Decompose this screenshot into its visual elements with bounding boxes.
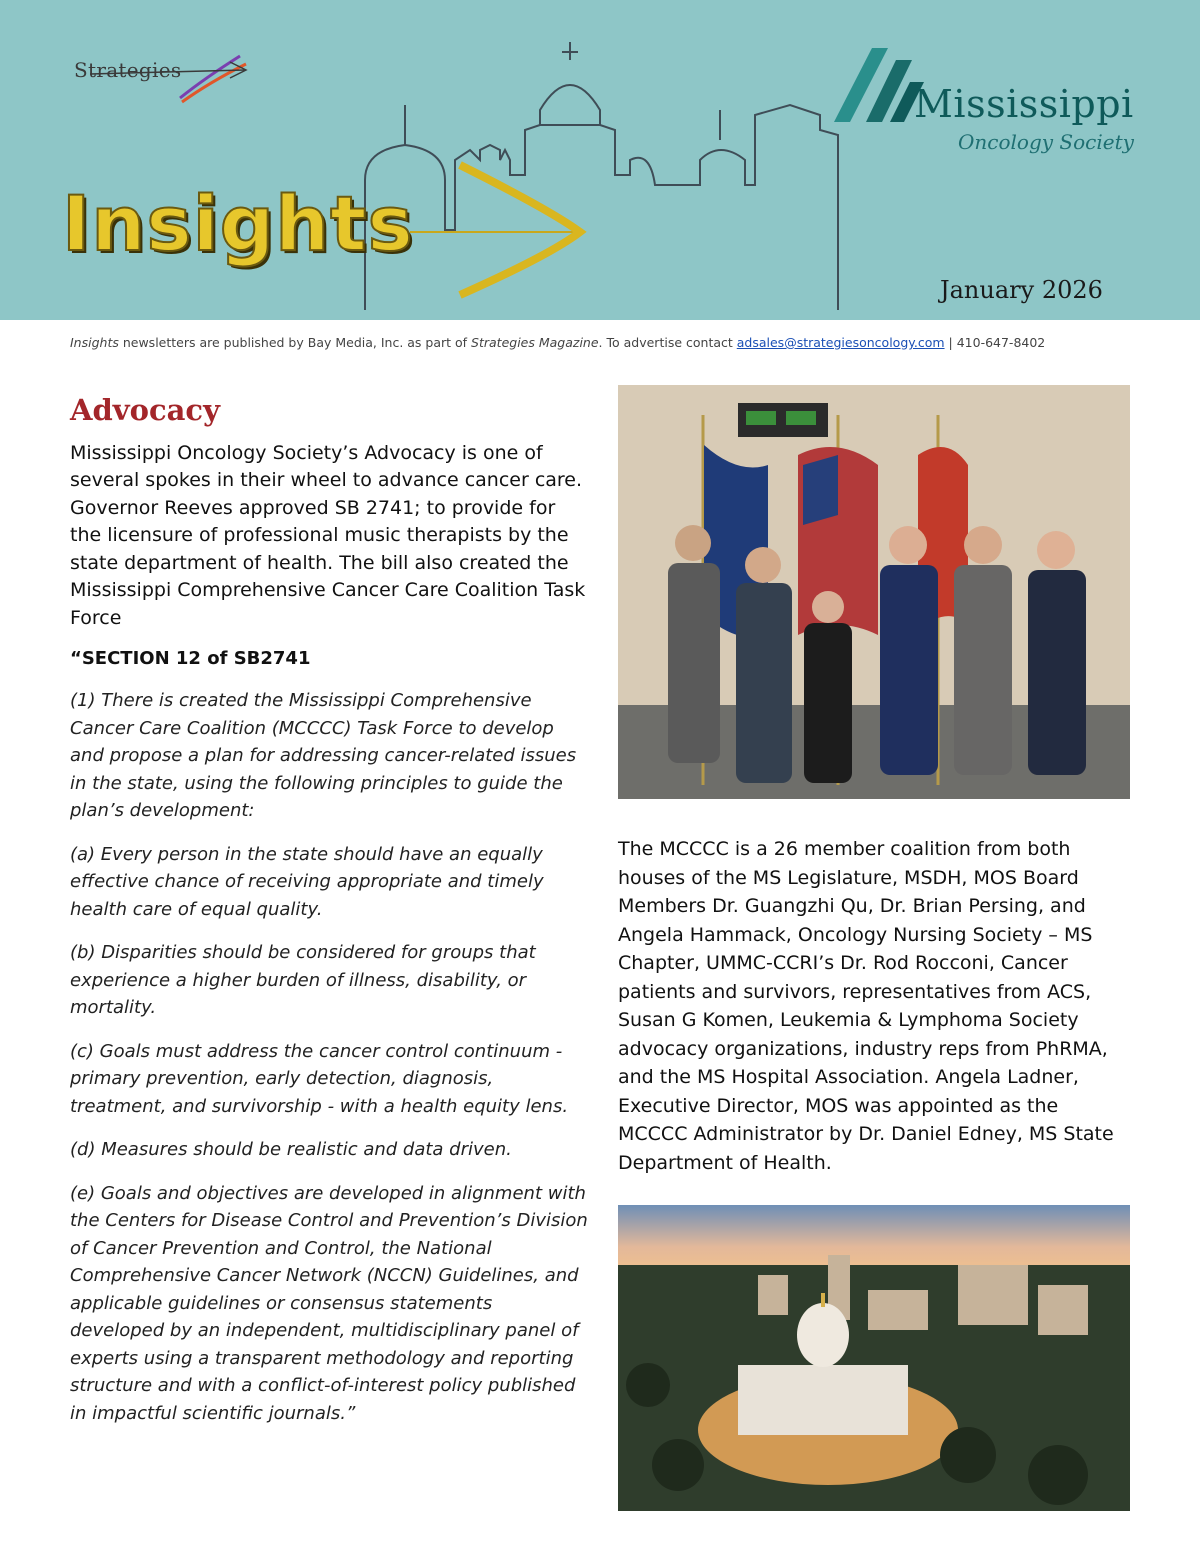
org-name: Mississippi: [914, 82, 1134, 126]
issue-date: January 2026: [940, 276, 1103, 304]
mississippi-oncology-society-logo: [832, 40, 1152, 170]
article-intro: Mississippi Oncology Society’s Advocacy is one of several spokes in their wheel to advance cancer care. Governor Reeves approved SB 2741; to provide for the licensure of professional music therapists by the state department of health. The bill also created the Mississippi Comprehensive Cancer Care Coalition Task Force: [70, 441, 586, 629]
publisher-insights-name: Insights: [70, 335, 119, 350]
bill-clause-a: (a) Every person in the state should have an equally effective chance of receiving appropriate and timely health care of equal quality.: [70, 843, 544, 920]
strategies-wordmark: Strategies: [74, 58, 182, 82]
bill-clause-1: (1) There is created the Mississippi Comprehensive Cancer Care Coalition (MCCCC) Task Force to develop and propose a plan for addressing cancer-related issues in the state, using the following principles to guide the plan’s development:: [70, 690, 577, 822]
insights-newsletter-title: Insights: [62, 179, 414, 268]
jackson-capitol-aerial-photo: [618, 1205, 1130, 1511]
ad-sales-email-link[interactable]: adsales@strategiesoncology.com: [736, 335, 945, 350]
strategies-magazine-logo: [70, 48, 260, 108]
org-subtitle: Oncology Society: [958, 130, 1134, 154]
coalition-description: The MCCCC is a 26 member coalition from both houses of the MS Legislature, MSDH, MOS Board Members Dr. Guangzhi Qu, Dr. Brian Persing, and Angela Hammack, Oncology Nursing Society – MS Chapter, UMMC-CCRI’s Dr. Rod Rocconi, Cancer patients and survivors, representatives from ACS, Susan G Komen, Leukemia & Lymphoma Society advocacy organizations, industry reps from PhRMA, and the MS Hospital Association. Angela Ladner, Executive Director, MOS was appointed as the MCCCC Administrator by Dr. Daniel Edney, MS State Department of Health.: [618, 838, 1114, 1174]
publisher-text-2: . To advertise contact: [598, 335, 737, 350]
insights-arrow-icon: [400, 160, 590, 300]
publisher-text-1: newsletters are published by Bay Media, Inc. as part of: [118, 335, 472, 350]
coalition-group-photo: [618, 385, 1130, 799]
bill-clause-e: (e) Goals and objectives are developed in alignment with the Centers for Disease Control and Prevention’s Division of Cancer Prevention and Control, the National Comprehensive Cancer Network (NCCN) Guidelines, and applicable guidelines or consensus statements developed by an independent, multidisciplinary panel of experts using a transparent methodology and reporting structure and with a conflict-of-interest policy published in impactful scientific journals.”: [70, 1182, 588, 1424]
publisher-text-3: | 410-647-8402: [944, 335, 1046, 350]
header-banner: [0, 0, 1200, 320]
bill-clause-d: (d) Measures should be realistic and data driven.: [70, 1139, 512, 1161]
capitol-building-icon: [738, 1365, 908, 1435]
publisher-line: [70, 335, 1150, 350]
article-left-column: [70, 393, 590, 1443]
bill-clause-b: (b) Disparities should be considered for groups that experience a higher burden of illness, disability, or mortality.: [70, 942, 536, 1019]
bill-section-label: “SECTION 12 of SB2741: [70, 648, 311, 670]
publisher-magazine-name: Strategies Magazine: [471, 335, 599, 350]
article-heading: Advocacy: [70, 393, 220, 427]
bill-clause-c: (c) Goals must address the cancer control continuum - primary prevention, early detection, diagnosis, treatment, and survivorship - with a health equity lens.: [70, 1040, 569, 1117]
